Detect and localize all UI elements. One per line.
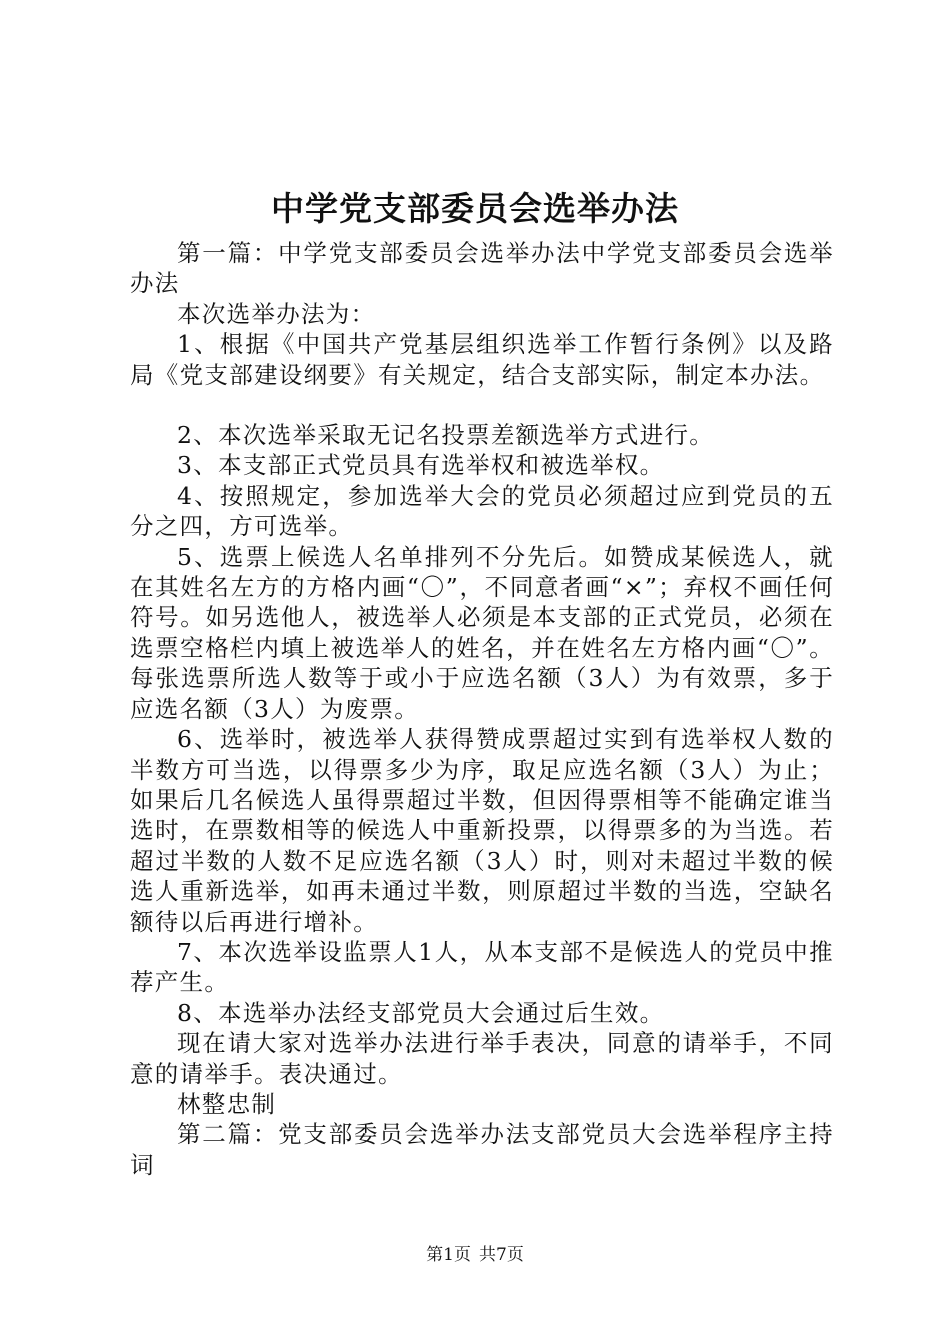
paragraph-item-6: 6、选举时，被选举人获得赞成票超过实到有选举权人数的半数方可当选，以得票多少为序，取足应选名额（3人）为止；如果后几名候选人虽得票超过半数，但因得票相等不能确定谁当选时，在票数相等的候选人中重新投票，以得票多的为当选。若超过半数的人数不足应选名额（3人）时，则对未超过半数的候选人重新选举，如再未通过半数，则原超过半数的当选，空缺名额待以后再进行增补。: [130, 725, 834, 936]
paragraph-intro: 本次选举办法为：: [177, 299, 376, 328]
document-title: 中学党支部委员会选举办法: [271, 189, 679, 228]
page-total: 共7页: [479, 1245, 524, 1265]
paragraph-item-2: 2、本次选举采取无记名投票差额选举方式进行。: [177, 421, 715, 450]
paragraph-item-1: 1、根据《中国共产党基层组织选举工作暂行条例》以及路局《党支部建设纲要》有关规定，结合支部实际，制定本办法。: [130, 330, 834, 389]
document-body: [130, 238, 834, 1180]
paragraph-part-one-heading: 第一篇：中学党支部委员会选举办法中学党支部委员会选举办法: [130, 239, 834, 298]
page-footer: [0, 1243, 950, 1267]
paragraph-part-two-heading: 第二篇：党支部委员会选举办法支部党员大会选举程序主持词: [130, 1120, 834, 1179]
paragraph-item-7: 7、本次选举设监票人1人，从本支部不是候选人的党员中推荐产生。: [130, 937, 834, 997]
paragraph-item-4: 4、按照规定，参加选举大会的党员必须超过应到党员的五分之四，方可选举。: [130, 481, 834, 541]
page-number: 第1页: [426, 1245, 471, 1265]
paragraph-author: 林整忠制: [177, 1089, 277, 1118]
paragraph-item-3: 3、本支部正式党员具有选举权和被选举权。: [177, 451, 665, 480]
paragraph-vote: 现在请大家对选举办法进行举手表决，同意的请举手，不同意的请举手。表决通过。: [130, 1029, 834, 1088]
paragraph-item-5: 5、选票上候选人名单排列不分先后。如赞成某候选人，就在其姓名左方的方格内画“〇”，不同意者画“×”；弃权不画任何符号。如另选他人，被选举人必须是本支部的正式党员，必须在选票空格栏内填上被选举人的姓名，并在姓名左方格内画“〇”。每张选票所选人数等于或小于应选名额（3人）为有效票，多于应选名额（3人）为废票。: [130, 542, 834, 723]
paragraph-item-8: 8、本选举办法经支部党员大会通过后生效。: [177, 998, 665, 1027]
